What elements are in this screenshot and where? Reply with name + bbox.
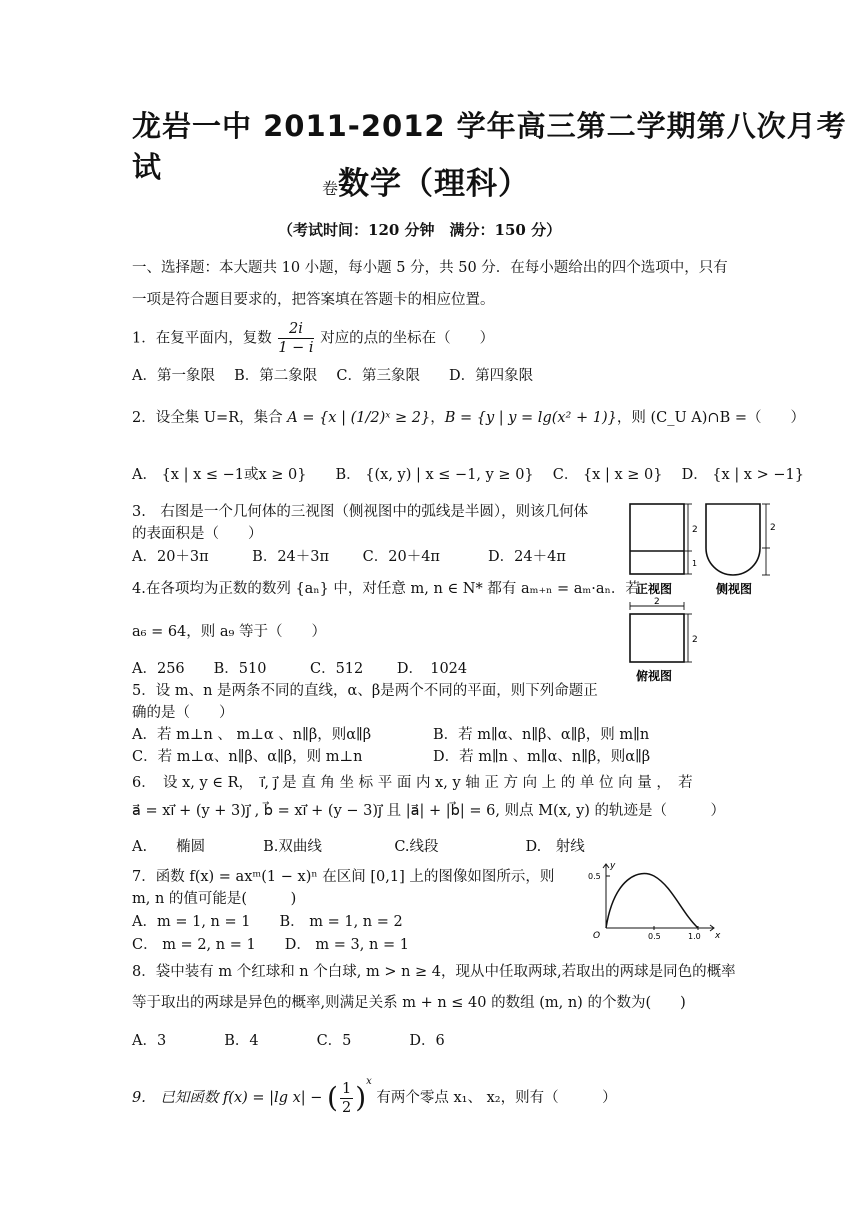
- question-1-options: A．第一象限 B．第二象限 C．第三象限 D．第四象限: [132, 368, 534, 384]
- question-7-options-ab: A．m = 1, n = 1 B． m = 1, n = 2: [132, 914, 403, 930]
- q2-pre: 2．设全集 U=R，集合: [132, 410, 283, 426]
- dim-top-2: 2: [692, 635, 698, 645]
- question-6-line2: a⃗ = xi⃗ + (y + 3)j⃗ , b⃗ = xi⃗ + (y − 3)j⃗ 且 |a⃗| + |b⃗| = 6, 则点 M(x, y) 的轨迹是（ ）: [132, 803, 726, 819]
- question-3-options: A．20＋3π B．24＋3π C．20＋4π D．24＋4π: [132, 549, 566, 565]
- section-intro-line2: 一项是符合题目要求的，把答案填在答题卡的相应位置。: [132, 292, 495, 308]
- question-8-line2: 等于取出的两球是异色的概率,则满足关系 m + n ≤ 40 的数组 (m, n) 的个数为( ): [132, 995, 686, 1011]
- x-tick-label-2: 1.0: [688, 932, 701, 941]
- question-5-line2: 确的是（ ）: [132, 705, 234, 721]
- question-2-stem: [132, 408, 805, 428]
- q1-pre: 1．在复平面内，复数: [132, 330, 272, 347]
- q9-pre: 9. 已知函数 f(x) = |lg x| −: [132, 1090, 323, 1106]
- dim-front-1: 1: [692, 559, 698, 568]
- front-view-label: 正视图: [636, 582, 673, 596]
- top-view-rect: [630, 614, 684, 662]
- question-7-line2: m, n 的值可能是( ): [132, 891, 297, 907]
- question-5-option-a: A．若 m⊥n 、 m⊥α 、n∥β，则α∥β: [132, 727, 372, 743]
- question-7-options-cd: C． m = 2, n = 1 D． m = 3, n = 1: [132, 937, 409, 953]
- q2-comma: ，: [430, 410, 445, 426]
- question-5-option-d: D．若 m∥n 、m∥α、n∥β，则α∥β: [433, 749, 651, 765]
- q2-post: ，则 (C_U A)∩B =（ ）: [616, 410, 805, 426]
- q9-numerator: 1: [341, 1080, 352, 1097]
- q1-fraction: [278, 320, 313, 357]
- dim-top-width: 2: [654, 597, 660, 607]
- question-9-stem: 9. 已知函数 f(x) = |lg x| − ( $\frac{1}{2}$ )$^x$ 有两个零点 x₁、 x₂，则有（ ）: [132, 1076, 617, 1116]
- question-3-line2: 的表面积是（ ）: [132, 526, 263, 542]
- origin-label: O: [593, 931, 601, 941]
- subject-title: 数学（理科）: [338, 166, 531, 202]
- q1-numerator: 2i: [278, 320, 313, 339]
- question-8-options: A．3 B．4 C．5 D．6: [132, 1033, 445, 1049]
- function-graph: [584, 858, 724, 942]
- q1-denominator: 1 − i: [278, 340, 314, 356]
- doc-title-line1: 龙岩一中 2011-2012 学年高三第二学期第八次月考试: [132, 109, 847, 184]
- question-6-options: A. 椭圆 B.双曲线 C.线段 D. 射线: [132, 839, 585, 855]
- question-8-line1: 8．袋中装有 m 个红球和 n 个白球, m > n ≥ 4，现从中任取两球,若取出的两球是同色的概率: [132, 964, 736, 980]
- q9-denominator: 2: [341, 1099, 352, 1116]
- question-1-stem: [132, 320, 494, 357]
- side-view-shape: [706, 504, 760, 575]
- question-2-options: A． {x | x ≤ −1或x ≥ 0} B． {(x, y) | x ≤ −1, y ≥ 0} C． {x | x ≥ 0} D． {x | x > −1}: [132, 467, 804, 483]
- question-5-option-b: B．若 m∥α、n∥β、α∥β，则 m∥n: [433, 727, 650, 743]
- top-view-label: 俯视图: [636, 669, 673, 683]
- q1-post: 对应的点的坐标在（ ）: [320, 330, 495, 347]
- front-view-rect: [630, 504, 684, 574]
- three-view-figure: [618, 496, 788, 688]
- question-4-line2: a₆ = 64，则 a₉ 等于（ ）: [132, 624, 326, 640]
- section-intro-line1: 一、选择题：本大题共 10 小题，每小题 5 分，共 50 分．在每小题给出的四个选项中，只有: [132, 260, 728, 276]
- x-tick-label-1: 0.5: [648, 932, 661, 941]
- title-fragment: 卷: [322, 179, 339, 198]
- question-3-line1: 3. 右图是一个几何体的三视图（侧视图中的弧线是半圆），则该几何体: [132, 504, 589, 520]
- q2-set-a: A = {x | (1/2)ˣ ≥ 2}: [287, 410, 431, 426]
- question-6-line1: 6． 设 x, y ∈ R， i⃗, j⃗ 是 直 角 坐 标 平 面 内 x, y 轴 正 方 向 上 的 单 位 向 量 ， 若: [132, 775, 693, 791]
- question-5-line1: 5．设 m、n 是两条不同的直线，α、β是两个不同的平面，则下列命题正: [132, 683, 598, 699]
- y-tick-label: 0.5: [588, 872, 601, 881]
- question-4-options: A．256 B．510 C．512 D． 1024: [132, 661, 468, 677]
- question-7-line1: 7．函数 f(x) = axᵐ(1 − x)ⁿ 在区间 [0,1] 上的图像如图所示，则: [132, 869, 555, 885]
- doc-title-line2: [322, 158, 530, 203]
- q2-set-b: B = {y | y = lg(x² + 1)}: [444, 410, 617, 426]
- dim-side-2: 2: [770, 523, 776, 533]
- y-axis-label: y: [610, 861, 616, 871]
- q9-fraction: [340, 1080, 353, 1117]
- question-4-line1: 4.在各项均为正数的数列 {aₙ} 中，对任意 m, n ∈ N* 都有 aₘ₊ₙ = aₘ·aₙ．若: [132, 581, 640, 597]
- side-view-label: 侧视图: [716, 582, 753, 596]
- q9-post: 有两个零点 x₁、 x₂，则有（ ）: [376, 1090, 617, 1106]
- exam-info: （考试时间：120 分钟 满分：150 分）: [278, 221, 562, 239]
- question-5-option-c: C．若 m⊥α、n∥β、α∥β，则 m⊥n: [132, 749, 363, 765]
- dim-front-2: 2: [692, 525, 698, 535]
- function-curve: [606, 874, 698, 928]
- x-axis-label: x: [715, 931, 721, 941]
